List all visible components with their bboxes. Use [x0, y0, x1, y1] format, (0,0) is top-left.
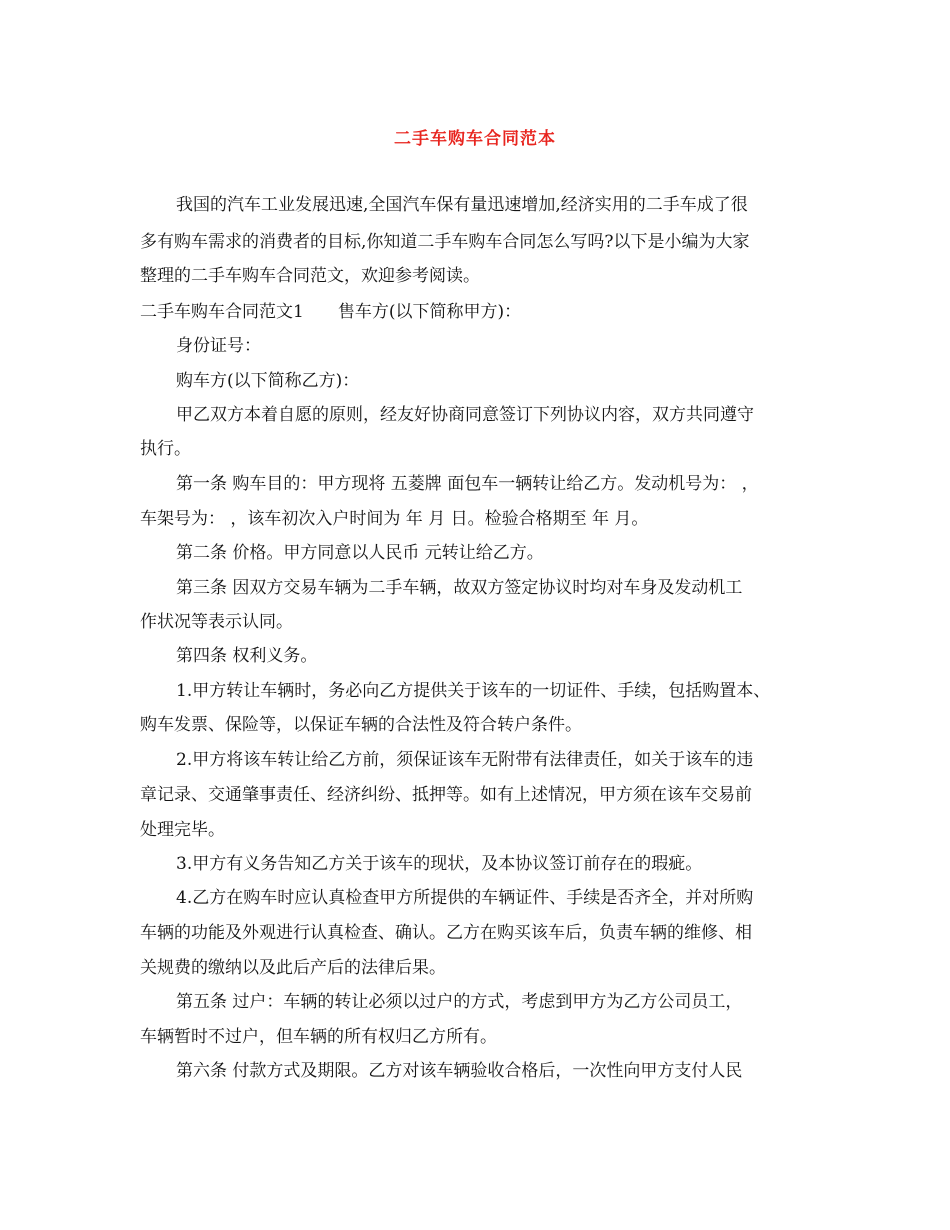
document-title: 二手车购车合同范本 [394, 129, 556, 149]
paragraph-line: 购车发票、保险等，以保证车辆的合法性及符合转户条件。 [140, 715, 582, 735]
paragraph-line: 作状况等表示认同。 [140, 612, 293, 632]
paragraph-line: 车架号为： ，该车初次入户时间为 年 月 日。检验合格期至 年 月。 [140, 509, 649, 529]
paragraph-line: 第二条 价格。甲方同意以人民币 元转让给乙方。 [176, 543, 544, 563]
paragraph-line: 二手车购车合同范文1 售车方(以下简称甲方)： [140, 302, 522, 322]
paragraph-line: 我国的汽车工业发展迅速,全国汽车保有量迅速增加,经济实用的二手车成了很 [176, 195, 748, 215]
paragraph-line: 车辆暂时不过户，但车辆的所有权归乙方所有。 [140, 1027, 497, 1047]
paragraph-line: 第一条 购车目的：甲方现将 五菱牌 面包车一辆转让给乙方。发动机号为： ， [176, 474, 759, 494]
paragraph-line: 多有购车需求的消费者的目标,你知道二手车购车合同怎么写吗?以下是小编为大家 [140, 232, 750, 252]
paragraph-line: 第六条 付款方式及期限。乙方对该车辆验收合格后，一次性向甲方支付人民 [176, 1061, 743, 1081]
paragraph-line: 第五条 过户：车辆的转让必须以过户的方式，考虑到甲方为乙方公司员工， [176, 992, 743, 1012]
paragraph-line: 关规费的缴纳以及此后产后的法律后果。 [140, 958, 446, 978]
paragraph-line: 处理完毕。 [140, 820, 225, 840]
paragraph-line: 章记录、交通肇事责任、经济纠纷、抵押等。如有上述情况，甲方须在该车交易前 [140, 785, 752, 805]
paragraph-line: 第四条 权利义务。 [176, 646, 318, 666]
paragraph-line: 甲乙双方本着自愿的原则，经友好协商同意签订下列协议内容，双方共同遵守 [176, 405, 754, 425]
paragraph-line: 购车方(以下简称乙方)： [176, 371, 360, 391]
paragraph-line: 3.甲方有义务告知乙方关于该车的现状，及本协议签订前存在的瑕疵。 [176, 854, 703, 874]
paragraph-line: 整理的二手车购车合同范文，欢迎参考阅读。 [140, 266, 480, 286]
paragraph-line: 执行。 [140, 439, 191, 459]
paragraph-line: 2.甲方将该车转让给乙方前，须保证该车无附带有法律责任，如关于该车的违 [176, 750, 754, 770]
paragraph-line: 第三条 因双方交易车辆为二手车辆，故双方签定协议时均对车身及发动机工 [176, 578, 743, 598]
paragraph-line: 4.乙方在购车时应认真检查甲方所提供的车辆证件、手续是否齐全，并对所购 [176, 888, 754, 908]
paragraph-line: 1.甲方转让车辆时，务必向乙方提供关于该车的一切证件、手续，包括购置本、 [176, 681, 771, 701]
paragraph-line: 车辆的功能及外观进行认真检查、确认。乙方在购买该车后，负责车辆的维修、相 [140, 923, 752, 943]
paragraph-line: 身份证号： [176, 336, 261, 356]
